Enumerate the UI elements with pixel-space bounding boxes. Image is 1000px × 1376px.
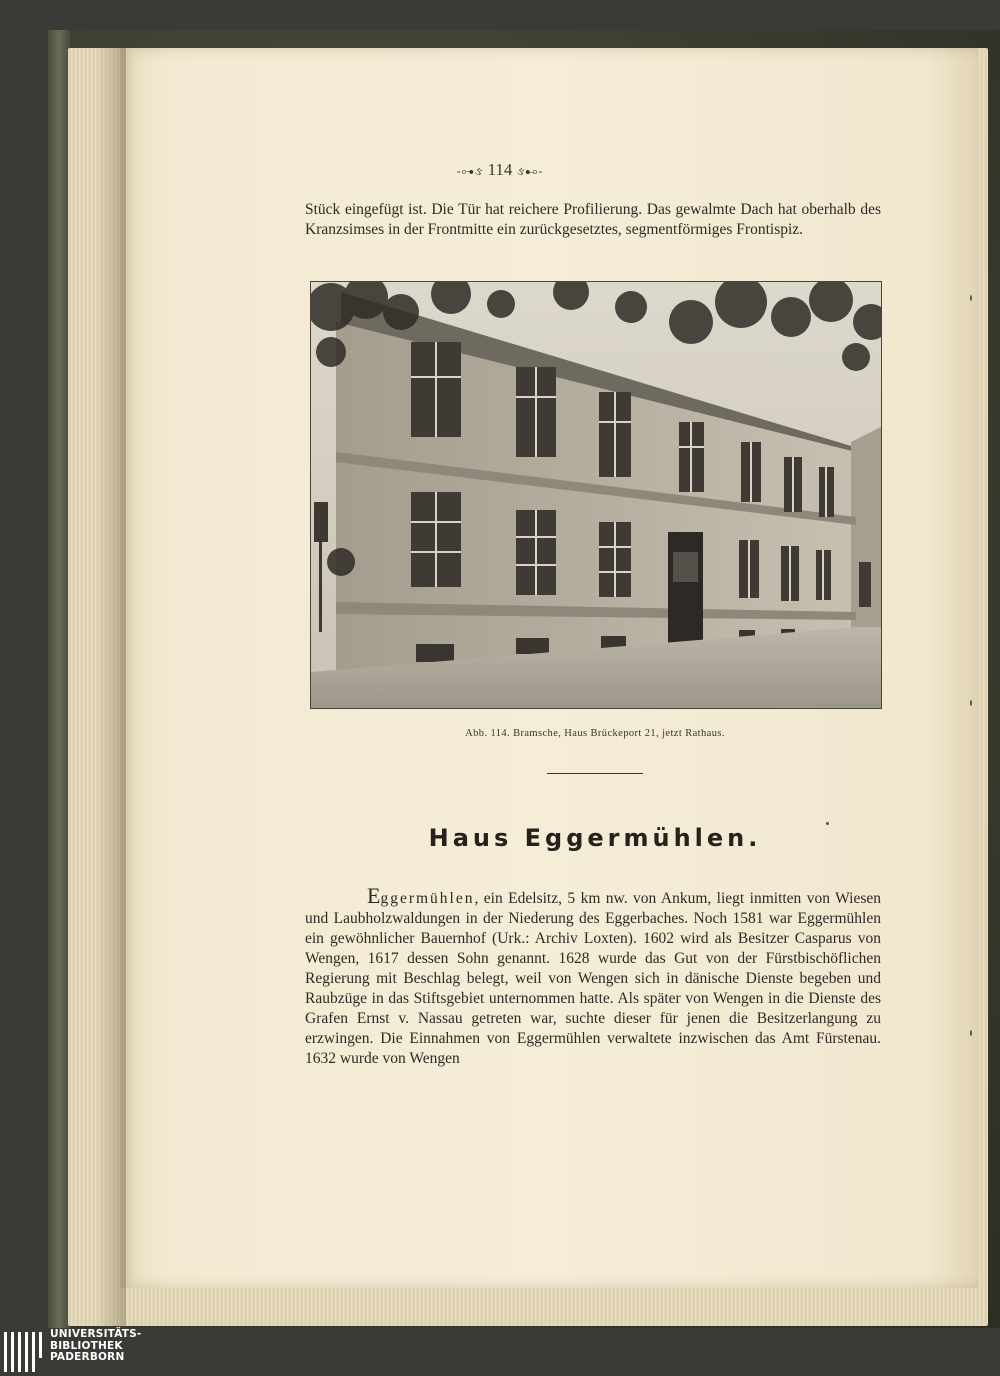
page-marker xyxy=(970,295,972,301)
page-number xyxy=(400,160,600,180)
figure-caption: Abb. 114. Bramsche, Haus Brückeport 21, jetzt Rathaus. xyxy=(465,728,725,739)
library-logo-icon xyxy=(4,1330,44,1374)
logo-line-1: UNIVERSITÄTS- xyxy=(50,1328,142,1340)
page-marker xyxy=(970,1030,972,1036)
library-logo-text xyxy=(50,1329,141,1364)
paragraph-main-text: , ein Edelsitz, 5 km nw. von Ankum, liegt inmitten von Wiesen und Laubholzwaldungen in der Niederung des Eggerbaches. Noch 1581 war Eggermühlen ein gewöhnlicher Bauernhof (Urk.: Archiv Loxten). 1602 wird als Besitzer Casparus von Wengen, 1617 dessen Sohn genannt. 1628 wurde das Gut von der Fürstbischöflichen Regierung mit Beschlag belegt, weil von Wengen sich in dänische Dienste begeben und Raubzüge in das Stiftsgebiet unternommen hatte. Als später von Wengen in die Dienste des Grafen Ernst v. Nassau getreten war, suchte dieser für jenen die Besitzerlangung zu erzwingen. Die Einnahmen von Eggermühlen verwaltete inzwischen das Amt Fürstenau. 1632 wurde von Wengen xyxy=(305,890,881,1067)
spaced-word: ggermühlen xyxy=(380,890,475,907)
logo-line-2: BIBLIOTHEK xyxy=(50,1339,123,1352)
library-logo-bar xyxy=(0,1328,1000,1376)
spine-shadow xyxy=(96,48,126,1328)
logo-line-3: PADERBORN xyxy=(50,1351,125,1363)
building-photo xyxy=(310,281,882,709)
drop-cap: E xyxy=(367,883,381,908)
page-number-ornament-left: -⊶ઙ xyxy=(456,164,484,178)
page-number-value: 114 xyxy=(487,160,513,179)
paragraph-top: Stück eingefügt ist. Die Tür hat reichere Profilierung. Das gewalmte Dach hat oberhalb des Kranzsimses in der Frontmitte ein zurückgesetztes, segmentförmiges Frontispiz. xyxy=(305,201,881,238)
page-marker xyxy=(970,700,972,706)
page-speck xyxy=(826,822,829,825)
page-number-ornament-right: ઙ⊷- xyxy=(516,164,544,178)
section-heading: Haus Eggermühlen. xyxy=(428,824,762,852)
paragraph-main xyxy=(305,883,881,1069)
divider-rule xyxy=(547,773,643,774)
cover-edge xyxy=(48,30,70,1328)
